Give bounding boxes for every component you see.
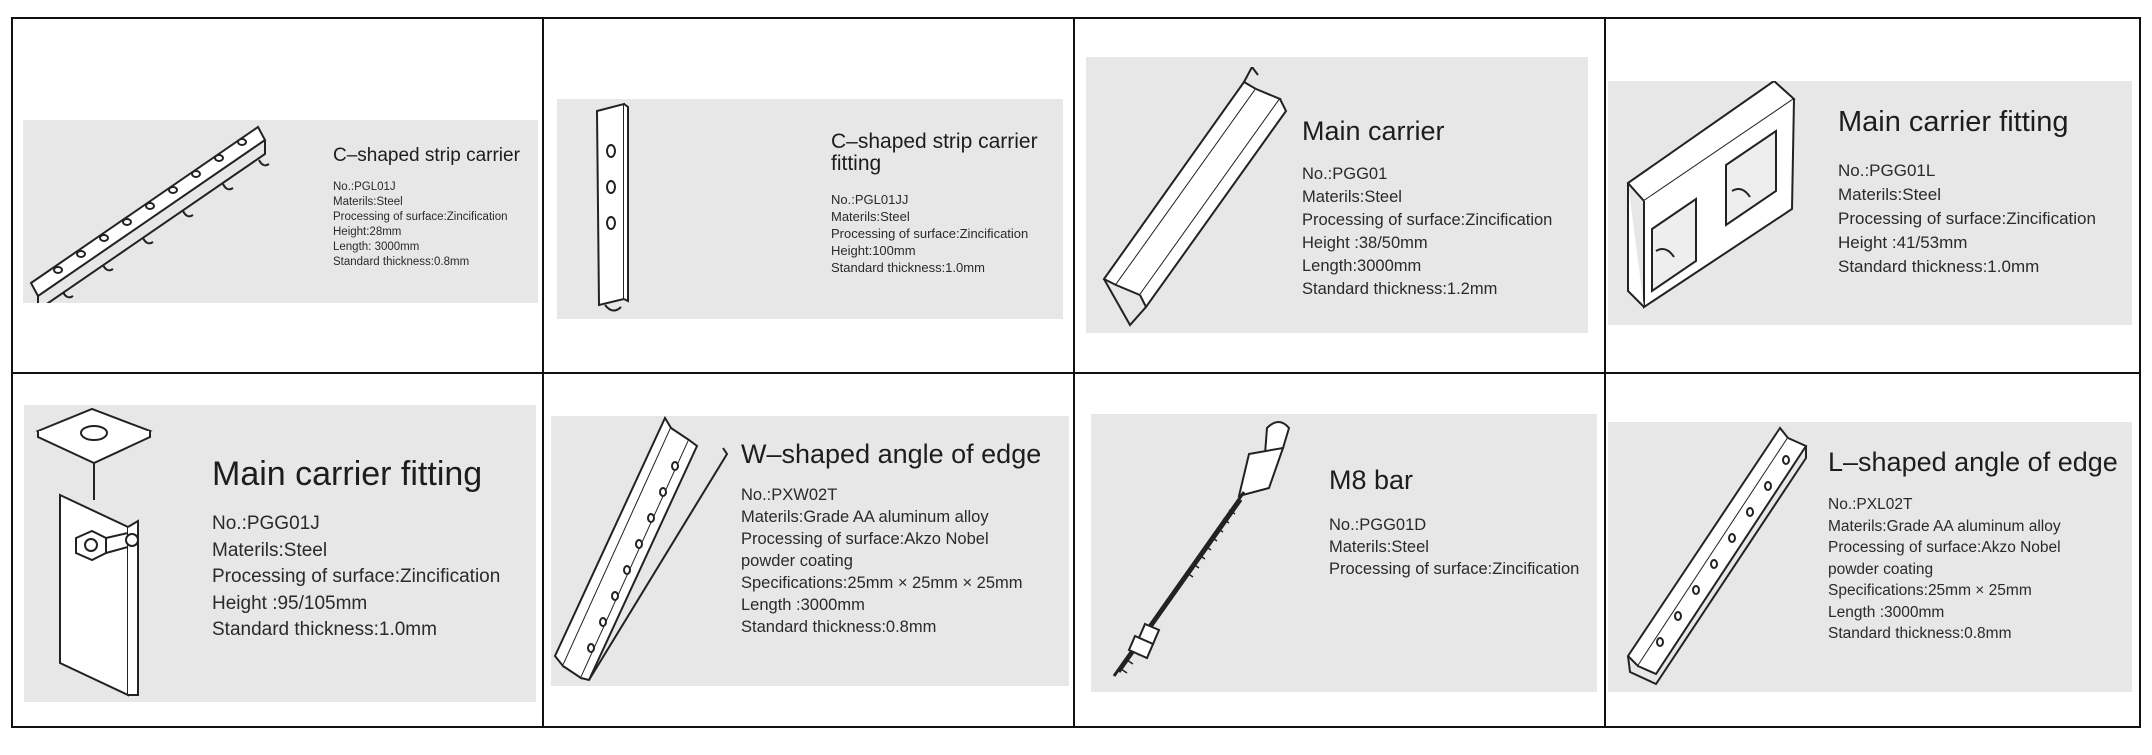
main-carrier-channel-icon: [1096, 67, 1296, 333]
product-specs: [1329, 514, 1579, 580]
product-panel: [1086, 57, 1588, 333]
spec-line: No.:PGG01L: [1838, 161, 1936, 180]
product-title: C–shaped strip carrier: [333, 145, 520, 166]
spec-line: Height :95/105mm: [212, 592, 368, 614]
spec-line: Standard thickness:1.0mm: [831, 260, 985, 275]
spec-line: No.:PGL01JJ: [831, 192, 909, 207]
product-panel: [551, 416, 1069, 686]
product-cell-3: [1075, 19, 1606, 374]
spec-line: Height :41/53mm: [1838, 233, 1968, 252]
spec-line: Length :3000mm: [1828, 603, 1945, 621]
spec-line: Materils:Steel: [212, 539, 328, 561]
product-title: Main carrier fitting: [212, 455, 483, 493]
spec-line: Materils:Grade AA aluminum alloy: [1828, 517, 2061, 535]
spec-line: Height:28mm: [333, 226, 402, 238]
spec-line: Specifications:25mm × 25mm × 25mm: [741, 574, 1023, 592]
spec-line: Materils:Steel: [333, 196, 403, 208]
product-panel: [1091, 414, 1597, 692]
spec-line: Length: 3000mm: [333, 241, 420, 253]
product-panel: [1608, 422, 2132, 692]
spec-line: Processing of surface:Akzo Nobel: [741, 530, 989, 548]
product-specs: [333, 180, 508, 270]
spec-line: Height :38/50mm: [1302, 234, 1428, 252]
product-cell-4: [1606, 19, 2139, 374]
product-title: L–shaped angle of edge: [1828, 447, 2118, 477]
spec-line: Processing of surface:Akzo Nobel: [1828, 539, 2061, 556]
product-title: C–shaped strip carrier fitting: [831, 130, 1038, 176]
product-cell-5: [13, 374, 544, 726]
main-carrier-fitting-bracket-icon: [1616, 81, 1816, 325]
product-panel: [24, 405, 536, 702]
product-title: M8 bar: [1329, 465, 1414, 495]
product-specs: [212, 511, 500, 644]
product-panel: [23, 120, 538, 303]
spec-line: Standard thickness:1.2mm: [1302, 280, 1498, 298]
product-cell-2: [544, 19, 1075, 374]
spec-line: Length:3000mm: [1302, 257, 1422, 275]
spec-line: Height:100mm: [831, 243, 916, 258]
spec-line: No.:PGG01J: [212, 513, 320, 534]
spec-line: Standard thickness:0.8mm: [333, 256, 470, 268]
product-cell-6: [544, 374, 1075, 726]
threaded-rod-icon: [1099, 414, 1339, 692]
perforated-strip-carrier-icon: [23, 120, 273, 303]
spec-line: No.:PXL02T: [1828, 496, 1913, 513]
strip-carrier-fitting-icon: [587, 99, 647, 319]
spec-line: Materils:Steel: [1302, 188, 1402, 206]
spec-line: powder coating: [1828, 560, 1934, 578]
product-cell-7: [1075, 374, 1606, 726]
product-panel: [1608, 81, 2132, 325]
product-table: [11, 17, 2141, 728]
product-specs: [1828, 494, 2061, 645]
product-title: Main carrier fitting: [1838, 106, 2069, 138]
spec-line: Materils:Grade AA aluminum alloy: [741, 508, 989, 526]
spec-line: Processing of surface:Zincification: [1302, 211, 1553, 229]
product-specs: [831, 191, 1028, 276]
spec-line: Standard thickness:0.8mm: [741, 618, 937, 636]
product-title: Main carrier: [1302, 116, 1445, 146]
product-cell-1: [13, 19, 544, 374]
spec-line: No.:PGL01J: [333, 181, 396, 193]
spec-line: Processing of surface:Zincification: [333, 211, 508, 223]
product-cell-8: [1606, 374, 2139, 726]
spec-line: No.:PXW02T: [741, 486, 838, 504]
hanger-bracket-icon: [32, 405, 172, 702]
spec-line: Specifications:25mm × 25mm: [1828, 582, 2032, 599]
spec-line: Processing of surface:Zincification: [1329, 560, 1580, 578]
product-specs: [741, 484, 1023, 638]
spec-line: No.:PGG01: [1302, 165, 1388, 183]
spec-line: Standard thickness:1.0mm: [212, 619, 437, 640]
spec-line: Standard thickness:0.8mm: [1828, 625, 2012, 642]
spec-line: Standard thickness:1.0mm: [1838, 257, 2040, 276]
product-specs: [1838, 159, 2096, 279]
spec-line: No.:PGG01D: [1329, 516, 1427, 534]
l-shaped-edge-angle-icon: [1616, 422, 1816, 692]
spec-line: Processing of surface:Zincification: [212, 566, 501, 587]
spec-line: Materils:Steel: [1329, 538, 1429, 556]
spec-line: Length :3000mm: [741, 596, 865, 614]
product-specs: [1302, 163, 1552, 301]
spec-line: Materils:Steel: [1838, 185, 1941, 204]
spec-line: powder coating: [741, 552, 853, 570]
spec-line: Materils:Steel: [831, 209, 910, 224]
spec-line: Processing of surface:Zincification: [1838, 209, 2096, 228]
w-shaped-edge-angle-icon: [551, 416, 731, 686]
product-title: W–shaped angle of edge: [741, 439, 1042, 469]
product-panel: [557, 99, 1063, 319]
spec-line: Processing of surface:Zincification: [831, 226, 1029, 241]
